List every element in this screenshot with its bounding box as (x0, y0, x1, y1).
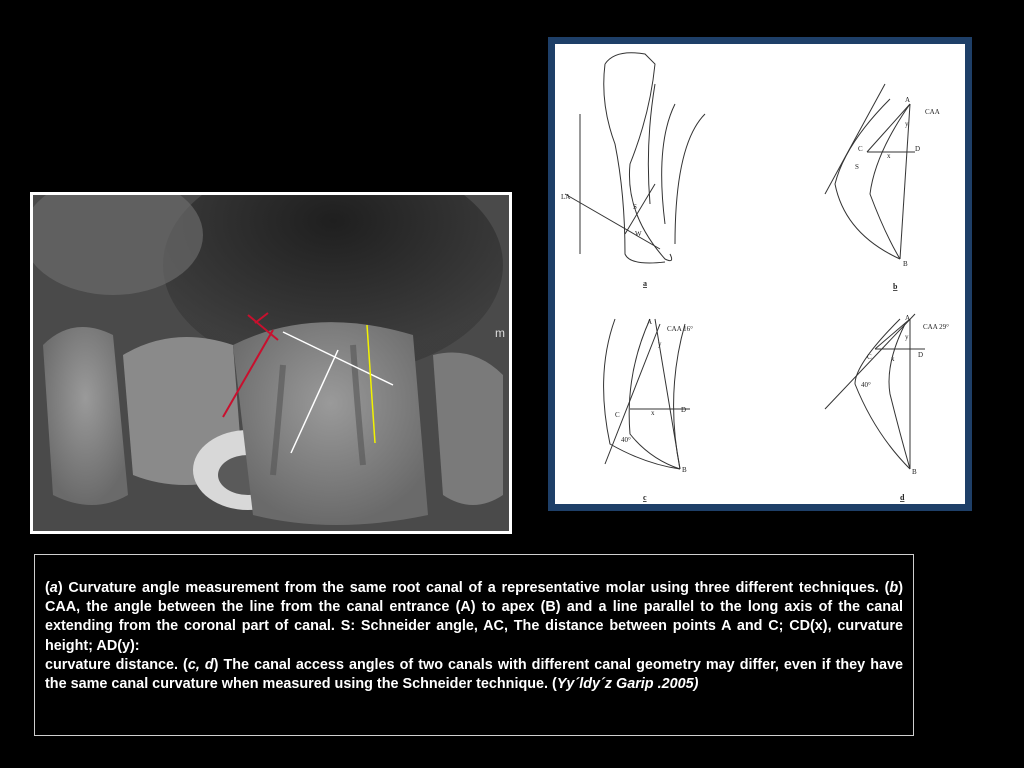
xray-radiograph (33, 195, 509, 531)
svg-text:CAA 29°: CAA 29° (923, 323, 949, 331)
svg-text:B: B (682, 466, 687, 474)
svg-text:y: y (905, 333, 909, 341)
panel-a-label: a (643, 279, 647, 288)
svg-text:A: A (905, 314, 911, 322)
caption-letters-cd: c, d (187, 656, 214, 673)
svg-text:D: D (681, 406, 687, 414)
caption-box (34, 554, 914, 736)
svg-text:x: x (891, 355, 895, 363)
caption-citation: Yy´ldy´z Garip .2005) (556, 676, 699, 693)
svg-text:D: D (918, 351, 924, 359)
svg-text:y: y (905, 120, 909, 128)
caption-text: (a) Curvature angle measurement from the same root canal of a representative molar using three different techniques. (b) CAA, the angle between the line from the canal entrance (A) to apex (B) and a line parallel to the long axis of the canal extending from the coronal part of canal. S: Schneider angle, AC, The distance between points A and C; CD(x), curvature height; AD(y): curvature distance. (c, d) The canal access angles of two canals with different canal geometry may differ, even if they have the same canal curvature when measured using the Schneider technique. (Yy´ldy´z Garip .2005) (45, 580, 903, 693)
svg-text:C: C (615, 411, 620, 419)
caption-letter-a: a (49, 580, 58, 596)
svg-text:B: B (912, 468, 917, 476)
svg-text:40°: 40° (621, 436, 631, 444)
svg-text:C: C (867, 353, 872, 361)
xray-corner-mark: m (495, 326, 505, 340)
diagram-drawing (555, 44, 965, 504)
label-la: LA (561, 193, 571, 201)
label-a-s: S (633, 203, 637, 211)
panel-d-label: d (900, 493, 905, 502)
svg-text:A: A (647, 318, 653, 326)
caption-letter-b: b (889, 580, 899, 596)
svg-text:CAA 16°: CAA 16° (667, 325, 693, 333)
xray-image (30, 192, 512, 534)
svg-text:x: x (887, 152, 891, 160)
svg-text:S: S (855, 163, 859, 171)
svg-text:C: C (858, 145, 863, 153)
panel-c-label: c (643, 493, 647, 502)
svg-text:B: B (903, 260, 908, 268)
svg-text:A: A (905, 96, 911, 104)
svg-text:y: y (658, 340, 662, 348)
svg-text:40°: 40° (861, 381, 871, 389)
panel-b-label: b (893, 282, 898, 291)
label-a-w: W (635, 230, 642, 238)
svg-text:x: x (651, 409, 655, 417)
canal-diagram (548, 37, 972, 511)
svg-text:D: D (915, 145, 921, 153)
svg-text:CAA: CAA (925, 108, 940, 116)
